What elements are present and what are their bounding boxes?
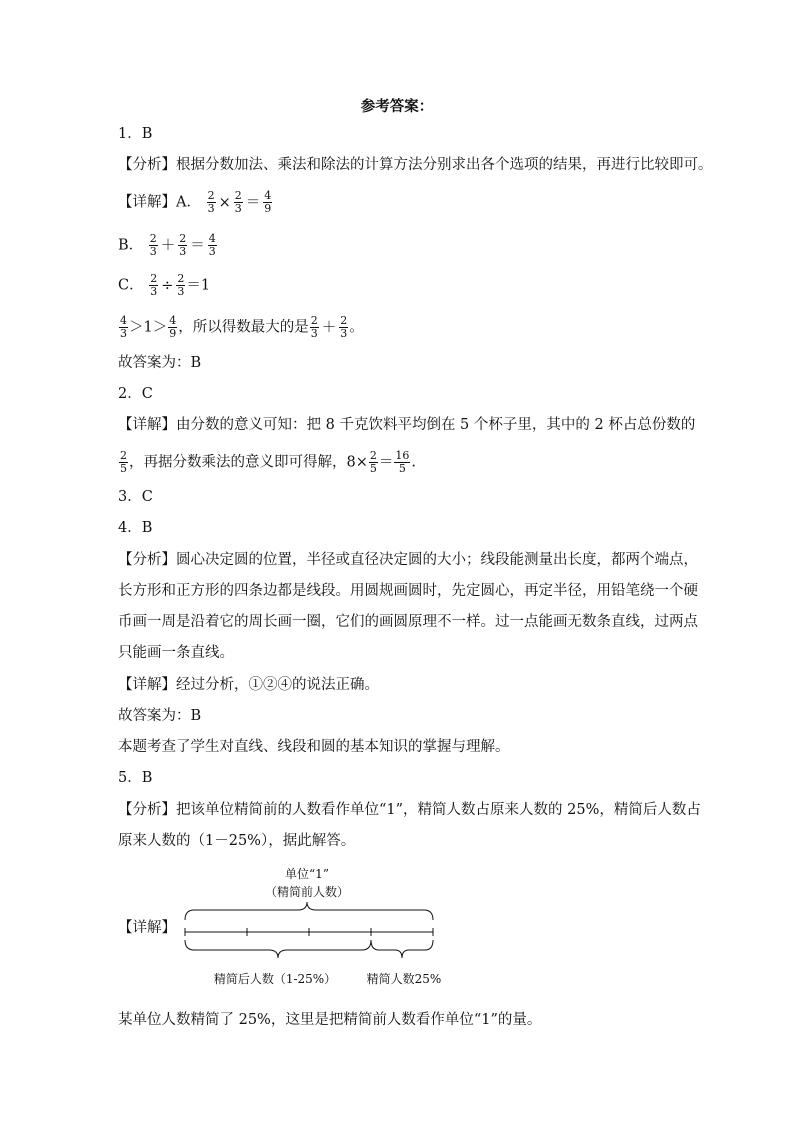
q1-option-b	[118, 233, 218, 258]
option-b-label: B．	[118, 237, 144, 254]
q1-option-a	[118, 190, 273, 215]
divide-sign: ÷	[161, 277, 174, 294]
result: 1	[200, 277, 211, 294]
fraction: $\frac{2}{3}$	[234, 189, 242, 215]
q5-analysis-line2: 原来人数的（1－25%），据此解答。	[118, 833, 356, 849]
plus-sign: ＋	[321, 319, 337, 336]
plus-sign: ＋	[160, 237, 176, 254]
option-c-label: C．	[118, 277, 144, 294]
fraction: $\frac{4}{3}$	[208, 232, 216, 258]
q4-analysis-line2: 长方形和正方形的四条边都是线段。用圆规画圆时，先定圆心，再定半径，用铅笔绕一个硬	[118, 583, 698, 599]
fraction: $\frac{2}{3}$	[340, 314, 348, 340]
compare-signs: ＞1＞	[129, 319, 168, 336]
bottom-right-brace	[371, 940, 433, 958]
top-brace	[185, 902, 433, 920]
fraction: $\frac{2}{3}$	[179, 232, 187, 258]
q5-detail-label: 【详解】	[118, 920, 176, 936]
q4-number: 4．B	[118, 520, 153, 536]
fraction: $\frac{2}{3}$	[177, 272, 185, 298]
q2-text: ，再据分数乘法的意义即可得解，8×	[129, 454, 368, 471]
q4-analysis-line1: 【分析】圆心决定圆的位置，半径或直径决定圆的大小；线段能测量出长度，都两个端点，	[118, 552, 698, 568]
equals-sign: ＝	[186, 277, 201, 294]
equals-sign: ＝	[378, 454, 394, 471]
segment-diagram	[180, 862, 445, 992]
diagram-bottom-right-label: 精简人数25%	[366, 972, 442, 986]
q2-detail-cont	[118, 450, 416, 475]
q4-answer: 故答案为：B	[118, 708, 202, 724]
compare-text: ，所以得数最大的是	[178, 319, 309, 336]
fraction: $\frac{2}{5}$	[369, 449, 377, 475]
fraction: $\frac{2}{3}$	[149, 232, 157, 258]
period: .	[411, 454, 416, 471]
q1-compare	[118, 315, 364, 340]
q5-analysis-line1: 【分析】把该单位精简前的人数看作单位“1”，精简人数占原来人数的 25%，精简后人数占	[118, 802, 701, 818]
diagram-top-label-2: （精简前人数）	[264, 885, 350, 899]
times-sign: ×	[218, 194, 231, 211]
q1-analysis: 【分析】根据分数加法、乘法和除法的计算方法分别求出各个选项的结果，再进行比较即可。	[118, 157, 713, 173]
q5-last-line: 某单位人数精简了 25%，这里是把精简前人数看作单位“1”的量。	[118, 1012, 542, 1028]
fraction: $\frac{4}{9}$	[169, 314, 177, 340]
fraction: $\frac{2}{3}$	[207, 189, 215, 215]
q5-number: 5．B	[118, 770, 153, 786]
equals-sign: ＝	[245, 194, 261, 211]
q2-number: 2．C	[118, 386, 153, 402]
option-a-label: A．	[176, 194, 201, 211]
fraction: $\frac{4}{3}$	[120, 314, 127, 340]
q2-detail: 【详解】由分数的意义可知：把 8 千克饮料平均倒在 5 个杯子里，其中的 2 杯占总份数的	[118, 417, 696, 433]
page-title: 参考答案：	[360, 98, 434, 115]
q4-analysis-line3: 币画一周是沿着它的周长画一圈，它们的画圆原理不一样。过一点能画无数条直线，过两点	[118, 614, 698, 630]
bottom-left-brace	[185, 940, 371, 958]
diagram-bottom-left-label: 精简后人数（1-25%）	[213, 972, 337, 986]
fraction: $\frac{16}{5}$	[395, 449, 410, 475]
q3-number: 3．C	[118, 489, 153, 505]
fraction: $\frac{2}{5}$	[120, 449, 127, 475]
q1-option-c	[118, 273, 210, 298]
fraction: $\frac{4}{9}$	[264, 189, 272, 215]
q4-analysis-line4: 只能画一条直线。	[118, 645, 234, 661]
diagram-top-label-1: 单位“1”	[285, 867, 329, 881]
period: 。	[349, 319, 364, 336]
q4-detail: 【详解】经过分析，①②④的说法正确。	[118, 677, 379, 693]
equals-sign: ＝	[190, 237, 205, 254]
fraction: $\frac{2}{3}$	[310, 314, 318, 340]
detail-label: 【详解】	[118, 194, 176, 211]
q4-summary: 本题考查了学生对直线、线段和圆的基本知识的掌握与理解。	[118, 739, 510, 755]
fraction: $\frac{2}{3}$	[150, 272, 158, 298]
q1-answer: 故答案为：B	[118, 355, 202, 371]
q1-number: 1．B	[118, 126, 153, 142]
